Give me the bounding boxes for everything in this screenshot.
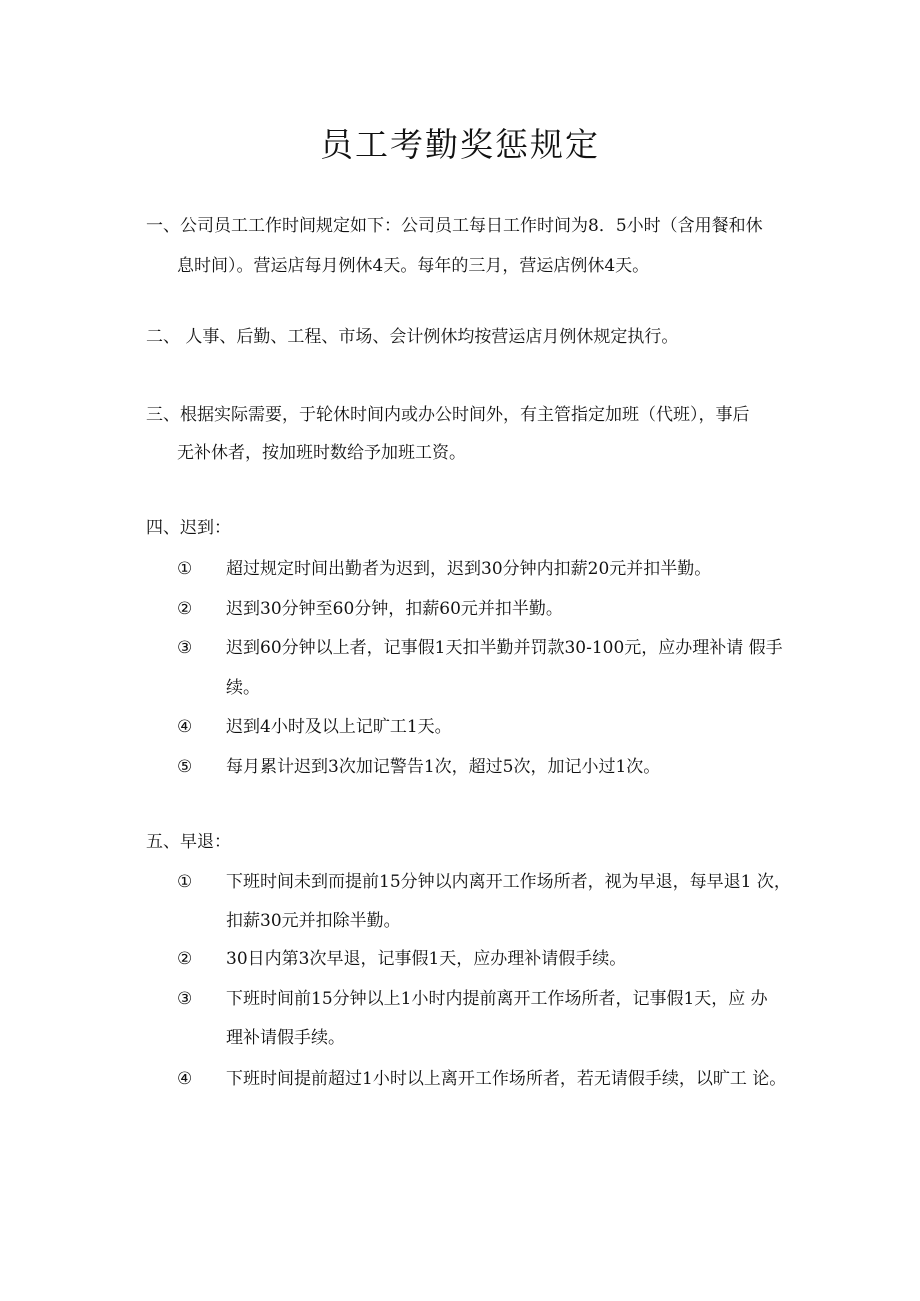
section-4-item-3-text: 迟到60分钟以上者，记事假1天扣半勤并罚款30-100元，应办理补请 假手 — [226, 638, 783, 658]
section-5-item-2-marker: ② — [177, 949, 193, 969]
section-4-item-1-text: 超过规定时间出勤者为迟到，迟到30分钟内扣薪20元并扣半勤。 — [226, 559, 712, 579]
section-5-heading: 五、早退： — [146, 832, 231, 852]
section-4-heading: 四、迟到： — [146, 518, 231, 538]
section-4-item-5-text: 每月累计迟到3次加记警告1次，超过5次，加记小过1次。 — [226, 757, 661, 777]
section-4-item-2-text: 迟到30分钟至60分钟，扣薪60元并扣半勤。 — [226, 599, 563, 619]
section-5-item-3-text: 下班时间前15分钟以上1小时内提前离开工作场所者，记事假1天，应 办 — [226, 989, 768, 1009]
section-4-item-5-marker: ⑤ — [177, 757, 193, 777]
section-5-item-2-text: 30日内第3次早退，记事假1天，应办理补请假手续。 — [226, 949, 627, 969]
section-4-item-2-marker: ② — [177, 599, 193, 619]
document-title: 员工考勤奖惩规定 — [320, 125, 600, 164]
section-5-item-3-marker: ③ — [177, 989, 193, 1009]
section-4-item-1-marker: ① — [177, 559, 193, 579]
section-4-item-3-text-cont: 续。 — [226, 678, 260, 698]
section-1-line-1: 一、公司员工工作时间规定如下：公司员工每日工作时间为8．5小时（含用餐和休 — [146, 216, 763, 236]
section-5-item-1-marker: ① — [177, 872, 193, 892]
section-5-item-1-text: 下班时间未到而提前15分钟以内离开工作场所者，视为早退，每早退1 次， — [226, 872, 791, 892]
section-1-line-2: 息时间）。营运店每月例休4天。每年的三月，营运店例休4天。 — [177, 256, 650, 276]
section-3-line-1: 三、根据实际需要，于轮休时间内或办公时间外，有主管指定加班（代班），事后 — [146, 405, 750, 425]
section-5-item-3-text-cont: 理补请假手续。 — [226, 1028, 345, 1048]
section-4-item-4-marker: ④ — [177, 717, 193, 737]
section-5-item-4-marker: ④ — [177, 1069, 193, 1089]
section-5-item-1-text-cont: 扣薪30元并扣除半勤。 — [226, 911, 401, 931]
section-2-line-1: 二、 人事、后勤、工程、市场、会计例休均按营运店月例休规定执行。 — [146, 327, 679, 347]
section-4-item-4-text: 迟到4小时及以上记旷工1天。 — [226, 717, 452, 737]
section-4-item-3-marker: ③ — [177, 638, 193, 658]
section-5-item-4-text: 下班时间提前超过1小时以上离开工作场所者，若无请假手续，以旷工 论。 — [226, 1069, 787, 1089]
section-3-line-2: 无补休者，按加班时数给予加班工资。 — [177, 443, 466, 463]
